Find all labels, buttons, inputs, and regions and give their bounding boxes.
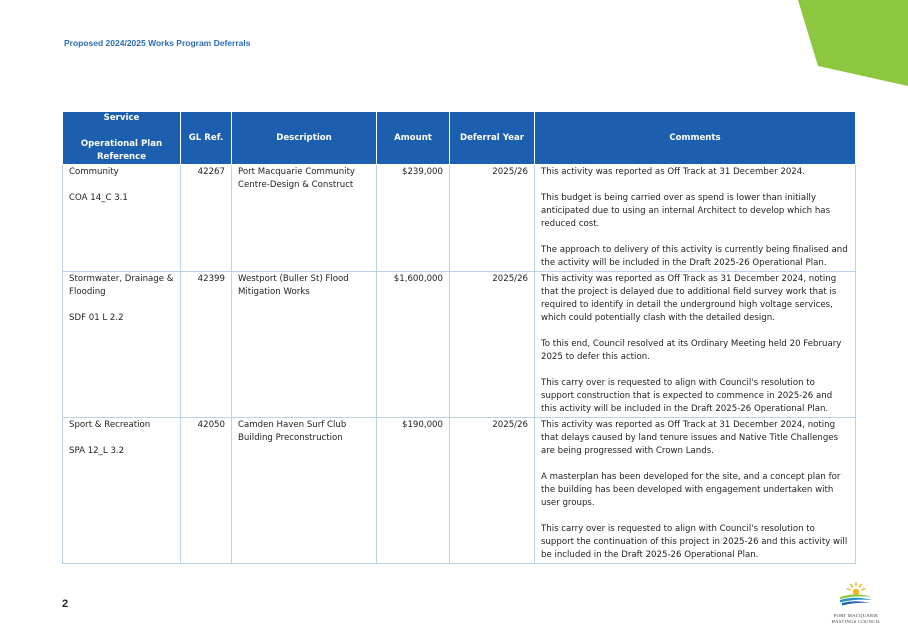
council-logo — [828, 581, 884, 624]
gl-ref-cell: 42267 — [181, 165, 232, 272]
column-header-description: Description — [232, 112, 377, 165]
description-cell: Camden Haven Surf Club Building Preconstruction — [232, 418, 377, 564]
comment-paragraph: To this end, Council resolved at its Ordinary Meeting held 20 February 2025 to defer this action. — [541, 339, 842, 362]
service-cell — [63, 272, 181, 418]
comments-cell — [535, 272, 856, 418]
service-name: Community — [69, 167, 119, 177]
comment-paragraph: A masterplan has been developed for the site, and a concept plan for the building has been developed with engagement undertaken with user groups. — [541, 472, 841, 508]
column-header-gl-ref: GL Ref. — [181, 112, 232, 165]
comment-paragraph: This carry over is requested to align with Council's resolution to support construction that is expected to commence in 2025-26 and this activity will be included in the Draft 2025-26 Operational Plan. — [541, 378, 833, 414]
works-table — [62, 111, 856, 564]
comment-paragraph: This budget is being carried over as spend is lower than initially anticipated due to using an internal Architect to develop which has reduced cost. — [541, 193, 831, 229]
deferral-year-cell: 2025/26 — [450, 272, 535, 418]
description-cell: Westport (Buller St) Flood Mitigation Works — [232, 272, 377, 418]
plan-reference: SPA 12_L 3.2 — [69, 446, 125, 456]
service-name: Sport & Recreation — [69, 420, 151, 430]
table-row — [63, 418, 856, 564]
council-logo-icon — [836, 581, 876, 607]
gl-ref-cell: 42399 — [181, 272, 232, 418]
column-header-plan-ref-label: Operational Plan Reference — [80, 139, 163, 162]
service-cell — [63, 418, 181, 564]
deferral-year-cell: 2025/26 — [450, 165, 535, 272]
corner-decoration — [798, 0, 908, 86]
column-header-service — [63, 112, 181, 165]
deferral-year-cell: 2025/26 — [450, 418, 535, 564]
comments-cell — [535, 165, 856, 272]
comments-cell — [535, 418, 856, 564]
description-cell: Port Macquarie Community Centre-Design & Construct — [232, 165, 377, 272]
comment-paragraph: This activity was reported as Off Track as 31 December 2024, noting that the project is delayed due to additional field survey work that is required to identify in detail the underground high voltage services, which could potentially clash with the detailed design. — [541, 274, 837, 323]
table-row — [63, 165, 856, 272]
amount-cell: $1,600,000 — [377, 272, 450, 418]
page-title: Proposed 2024/2025 Works Program Deferrals — [64, 38, 251, 48]
column-header-service-label: Service — [103, 113, 140, 123]
page-number: 2 — [62, 598, 69, 610]
comment-paragraph: The approach to delivery of this activity is currently being finalised and the activity will be included in the Draft 2025-26 Operational Plan. — [541, 245, 848, 268]
amount-cell: $190,000 — [377, 418, 450, 564]
plan-reference: SDF 01 L 2.2 — [69, 313, 124, 323]
column-header-amount: Amount — [377, 112, 450, 165]
column-header-comments: Comments — [535, 112, 856, 165]
table-header-row — [63, 112, 856, 165]
comment-paragraph: This carry over is requested to align with Council's resolution to support the continuation of this project in 2025-26 and this activity will be included in the Draft 2025-26 Operational Plan. — [541, 524, 848, 560]
comment-paragraph: This activity was reported as Off Track at 31 December 2024. — [541, 167, 805, 177]
service-name: Stormwater, Drainage & Flooding — [69, 274, 174, 297]
gl-ref-cell: 42050 — [181, 418, 232, 564]
amount-cell: $239,000 — [377, 165, 450, 272]
table-row — [63, 272, 856, 418]
logo-line-2: HASTINGS COUNCIL — [831, 618, 881, 624]
council-logo-text — [828, 613, 884, 624]
logo-line-1: PORT MACQUARIE — [833, 613, 879, 618]
service-cell — [63, 165, 181, 272]
plan-reference: COA 14_C 3.1 — [69, 193, 128, 203]
column-header-deferral-year: Deferral Year — [450, 112, 535, 165]
comment-paragraph: This activity was reported as Off Track at 31 December 2024, noting that delays caused by land tenure issues and Native Title Challenges are being progressed with Crown Lands. — [541, 420, 839, 456]
